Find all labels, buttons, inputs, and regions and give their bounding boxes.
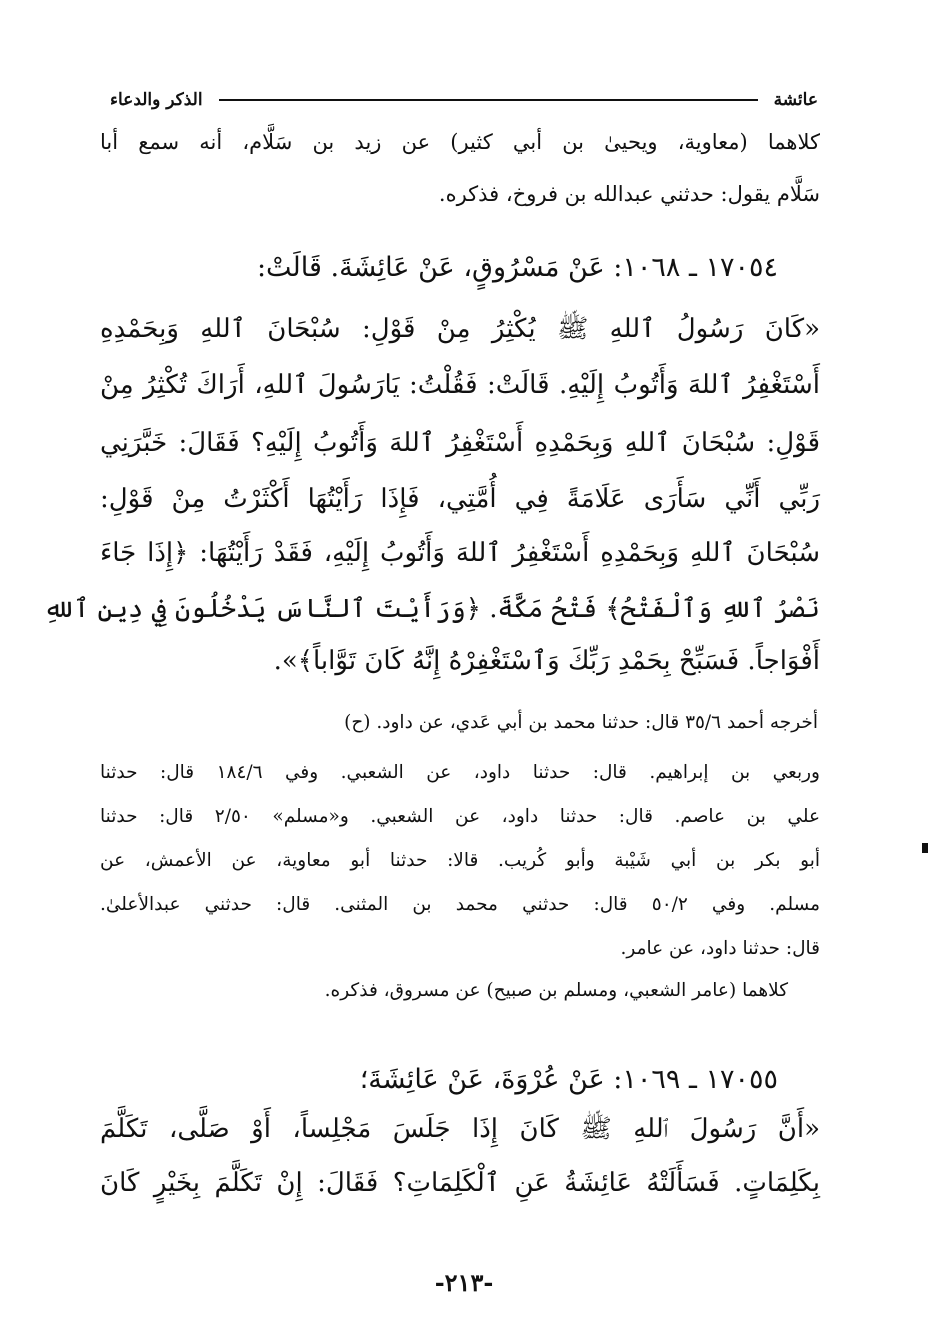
hadith-line: «كَانَ رَسُولُ ٱللهِ ﷺ يُكْثِرُ مِنْ قَوْلِ: سُبْحَانَ ٱللهِ وَبِحَمْدِهِ	[100, 314, 820, 344]
takhrij-line: أبو بكر بن أبي شَيْبة وأبو كُريب. قالا: حدثنا أبو معاوية، عن الأعمش، عن	[100, 850, 820, 871]
intro-line: كلاهما (معاوية، ويحيىٰ بن أبي كثير) عن زيد بن سَلَّام، أنه سمع أبا	[100, 130, 820, 154]
section-title: عائشة	[773, 90, 818, 110]
header-rule	[219, 99, 758, 101]
takhrij-line: أخرجه أحمد ٣٥/٦ قال: حدثنا محمد بن أبي عَدي، عن داود. (ح)	[344, 712, 818, 733]
takhrij-closing: كلاهما (عامر الشعبي، ومسلم بن صبيح) عن مسروق، فذكره.	[324, 980, 788, 1001]
hadith-heading: ١٧٠٥٤ ـ ١٠٦٨: عَنْ مَسْرُوقٍ، عَنْ عَائِشَةَ. قَالَتْ:	[256, 252, 778, 283]
hadith-line: نَصْرُ ٱللهِ وَٱلْفَتْحُ﴾ فَتْحُ مَكَّةَ. ﴿وَرَأَيْتَ ٱلنَّاسَ يَدْخُلُونَ فِي دِينِ ٱللهِ	[43, 594, 820, 624]
hadith-line: بِكَلِمَاتٍ. فَسَأَلَتْهُ عَائِشَةُ عَنِ ٱلْكَلِمَاتِ؟ فَقَالَ: إِنْ تَكَلَّمَ بِخَيْرٍ كَانَ	[100, 1168, 820, 1198]
hadith-line: قَوْلِ: سُبْحَانَ ٱللهِ وَبِحَمْدِهِ أَسْتَغْفِرُ ٱللهَ وَأَتُوبُ إِلَيْهِ؟ فَقَالَ: خَبَّرَنِي	[100, 428, 820, 458]
hadith-heading: ١٧٠٥٥ ـ ١٠٦٩: عَنْ عُرْوَةَ، عَنْ عَائِشَةَ؛	[359, 1064, 778, 1095]
running-header	[110, 86, 818, 114]
margin-mark	[922, 843, 928, 853]
hadith-line: أَسْتَغْفِرُ ٱللهَ وَأَتُوبُ إِلَيْهِ. قَالَتْ: فَقُلْتُ: يَارَسُولَ ٱللهِ، أَرَاكَ تُكْثِرُ مِنْ	[100, 370, 820, 400]
takhrij-line: قال: حدثنا داود، عن عامر.	[620, 938, 820, 959]
takhrij-line: وربعي بن إبراهيم. قال: حدثنا داود، عن الشعبي. وفي ١٨٤/٦ قال: حدثنا	[100, 762, 820, 783]
hadith-line: «أَنَّ رَسُولَ ٱللهِ ﷺ كَانَ إِذَا جَلَسَ مَجْلِساً، أَوْ صَلَّى، تَكَلَّمَ	[100, 1114, 820, 1144]
hadith-line: رَبِّي أَنِّي سَأَرَى عَلَامَةً فِي أُمَّتِي، فَإِذَا رَأَيْتُهَا أَكْثَرْتُ مِنْ قَوْلِ:	[100, 484, 820, 514]
takhrij-line: علي بن عاصم. قال: حدثنا داود، عن الشعبي. و«مسلم» ٢/٥٠ قال: حدثنا	[100, 806, 820, 827]
page-number: -٢١٣-	[434, 1268, 494, 1297]
hadith-line: أَفْوَاجاً. فَسَبِّحْ بِحَمْدِ رَبِّكَ وَٱسْتَغْفِرْهُ إِنَّهُ كَانَ تَوَّاباً﴾».	[273, 646, 820, 676]
book-title: الذكر والدعاء	[110, 90, 203, 110]
takhrij-line: مسلم. وفي ٥٠/٢ قال: حدثني محمد بن المثنى. قال: حدثني عبدالأعلىٰ.	[100, 894, 820, 915]
intro-line: سَلَّام يقول: حدثني عبدالله بن فروخ، فذكره.	[438, 182, 820, 206]
hadith-line: سُبْحَانَ ٱللهِ وَبِحَمْدِهِ أَسْتَغْفِرُ ٱللهَ وَأَتُوبُ إِلَيْهِ، فَقَدْ رَأَيْتُهَا: ﴿إِذَا جَاءَ	[100, 538, 820, 568]
